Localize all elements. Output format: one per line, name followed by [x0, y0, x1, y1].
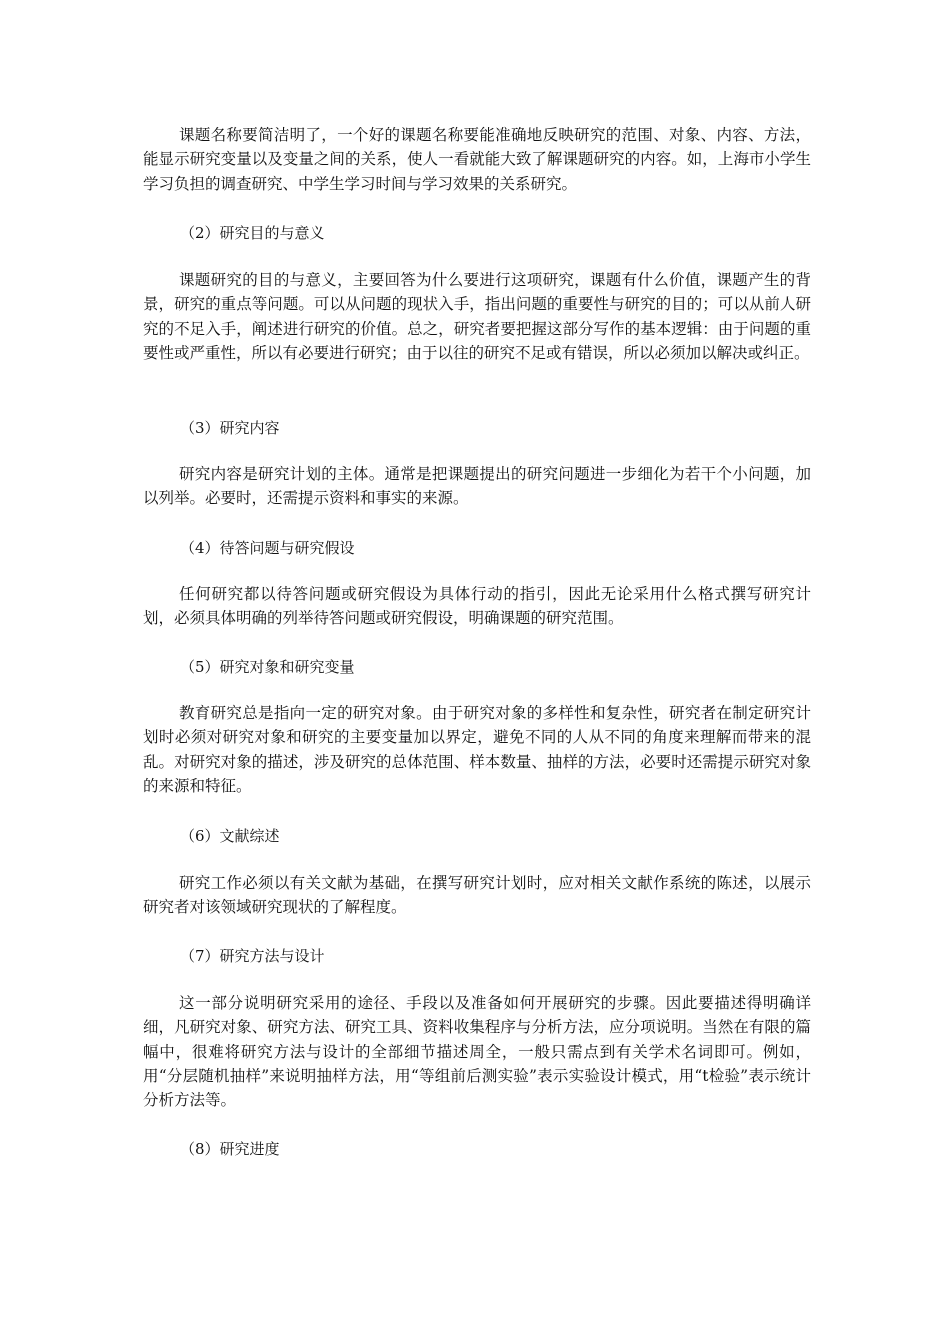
heading-purpose-significance: （2）研究目的与意义: [180, 224, 325, 242]
paragraph-methods-design: 这一部分说明研究采用的途径、手段以及准备如何开展研究的步骤。因此要描述得明确详细，凡研究对象、研究方法、研究工具、资料收集程序与分析方法，应分项说明。当然在有限的篇幅中，很难将研究方法与设计的全部细节描述周全，一般只需点到有关学术名词即可。例如，用“分层随机抽样”来说明抽样方法，用“等组前后测实验”表示实验设计模式，用“t检验”表示统计分析方法等。: [143, 994, 811, 1110]
paragraph-literature-review: 研究工作必须以有关文献为基础，在撰写研究计划时，应对相关文献作系统的陈述，以展示研究者对该领域研究现状的了解程度。: [143, 874, 811, 917]
heading-research-schedule: （8）研究进度: [180, 1140, 280, 1158]
heading-methods-design: （7）研究方法与设计: [180, 947, 325, 965]
heading-research-content: （3）研究内容: [180, 419, 280, 437]
heading-literature-review: （6）文献综述: [180, 827, 280, 845]
paragraph-purpose-significance: 课题研究的目的与意义，主要回答为什么要进行这项研究，课题有什么价值，课题产生的背景，研究的重点等问题。可以从问题的现状入手，指出问题的重要性与研究的目的；可以从前人研究的不足入手，阐述进行研究的价值。总之，研究者要把握这部分写作的基本逻辑：由于问题的重要性或严重性，所以有必要进行研究；由于以往的研究不足或有错误，所以必须加以解决或纠正。: [143, 271, 811, 362]
paragraph-topic-naming: 课题名称要简洁明了，一个好的课题名称要能准确地反映研究的范围、对象、内容、方法，能显示研究变量以及变量之间的关系，使人一看就能大致了解课题研究的内容。如，上海市小学生学习负担的调查研究、中学生学习时间与学习效果的关系研究。: [143, 126, 811, 193]
heading-subjects-variables: （5）研究对象和研究变量: [180, 658, 355, 676]
paragraph-questions-hypotheses: 任何研究都以待答问题或研究假设为具体行动的指引，因此无论采用什么格式撰写研究计划，必须具体明确的列举待答问题或研究假设，明确课题的研究范围。: [143, 585, 811, 628]
paragraph-research-content: 研究内容是研究计划的主体。通常是把课题提出的研究问题进一步细化为若干个小问题，加以列举。必要时，还需提示资料和事实的来源。: [143, 465, 811, 508]
heading-questions-hypotheses: （4）待答问题与研究假设: [180, 539, 355, 557]
paragraph-subjects-variables: 教育研究总是指向一定的研究对象。由于研究对象的多样性和复杂性，研究者在制定研究计划时必须对研究对象和研究的主要变量加以界定，避免不同的人从不同的角度来理解而带来的混乱。对研究对象的描述，涉及研究的总体范围、样本数量、抽样的方法，必要时还需提示研究对象的来源和特征。: [143, 704, 811, 795]
